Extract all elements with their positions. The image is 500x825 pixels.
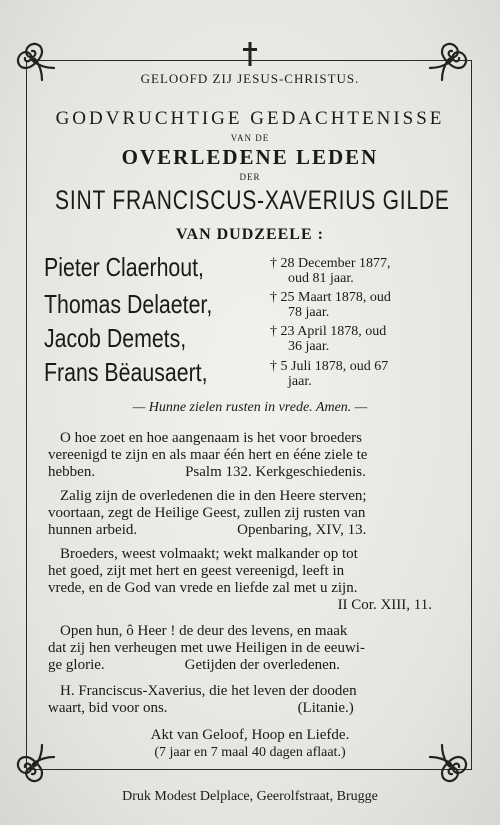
scripture-reference: Openbaring, XIV, 13. [237,522,367,538]
motto: GELOOFD ZIJ JESUS-CHRISTUS. [140,71,360,86]
deceased-info [270,290,448,320]
scripture-paragraph [48,683,448,717]
rip-line: — Hunne zielen rusten in vrede. Amen. — [132,400,368,415]
paragraph-line: het goed, zijt met hert en geest vereenigd, leeft in [48,563,345,579]
paragraph-line [48,522,448,539]
scripture-paragraph [48,430,448,481]
paragraph-line-end: hunnen arbeid. [48,522,138,538]
deceased-info [270,359,448,389]
scripture-paragraph [48,488,448,539]
age: oud 81 jaar. [288,271,354,286]
paragraph-line [48,657,448,674]
deceased-name: Frans Bëausaert, [44,357,208,387]
deceased-name: Jacob Demets, [44,323,187,353]
deceased-name: Pieter Claerhout, [44,252,204,282]
paragraph-line-end: hebben. [48,464,96,480]
age: jaar. [288,374,312,389]
title-line-2: OVERLEDENE LEDEN [121,145,379,169]
scripture-paragraph [48,623,448,674]
act-of-faith-line: Akt van Geloof, Hoop en Liefde. [150,727,350,743]
paragraph-line: O hoe zoet en hoe aangenaam is het voor broeders [60,430,362,446]
title-line-1: GODVRUCHTIGE GEDACHTENISSE [55,108,445,129]
paragraph-line [48,700,448,717]
scripture-reference: Psalm 132. Kerkgeschiedenis. [185,464,366,480]
paragraph-line-end: waart, bid voor ons. [48,700,168,716]
paragraph-line: voortaan, zegt de Heilige Geest, zullen zij rusten van [48,505,366,521]
scripture-reference: Getijden der overledenen. [184,657,341,673]
scripture-reference: II Cor. XIII, 11. [337,597,432,613]
connector-der: DER [239,172,261,182]
paragraph-line-end: ge glorie. [48,657,105,673]
cross-icon [239,40,261,68]
deceased-info [270,324,448,354]
deceased-name: Thomas Delaeter, [44,289,213,319]
scripture-reference: (Litanie.) [297,700,354,716]
death-date: † 25 Maart 1878, oud [270,290,391,305]
death-date: † 5 Juli 1878, oud 67 [270,359,389,374]
connector-van-de: VAN DE [230,133,270,143]
paragraph-line: Broeders, weest volmaakt; wekt malkander op tot [60,546,358,562]
scripture-paragraph [48,546,448,614]
deceased-info [270,256,448,286]
paragraph-line: Open hun, ô Heer ! de deur des levens, en maak [60,623,348,639]
paragraph-line: dat zij hen verheugen met uwe Heiligen in de eeuwi- [48,640,365,656]
paragraph-line: H. Franciscus-Xaverius, die het leven der dooden [60,683,357,699]
paragraph-line: vrede, en de God van vrede en liefde zal met u zijn. [48,580,358,596]
death-date: † 23 April 1878, oud [270,324,387,339]
printer-imprint: Druk Modest Delplace, Geerolfstraat, Brugge [122,789,378,804]
paragraph-line [48,464,448,481]
paragraph-line: vereenigd te zijn en als maar één hert en ééne ziele te [48,447,368,463]
paragraph-line: Zalig zijn de overledenen die in den Heere sterven; [60,488,367,504]
age: 78 jaar. [288,305,330,320]
indulgence-line: (7 jaar en 7 maal 40 dagen aflaat.) [154,745,346,760]
title-line-3: SINT FRANCISCUS-XAVERIUS GILDE [55,185,450,215]
place-line: VAN DUDZEELE : [176,226,324,243]
death-date: † 28 December 1877, [270,256,391,271]
age: 36 jaar. [288,339,330,354]
